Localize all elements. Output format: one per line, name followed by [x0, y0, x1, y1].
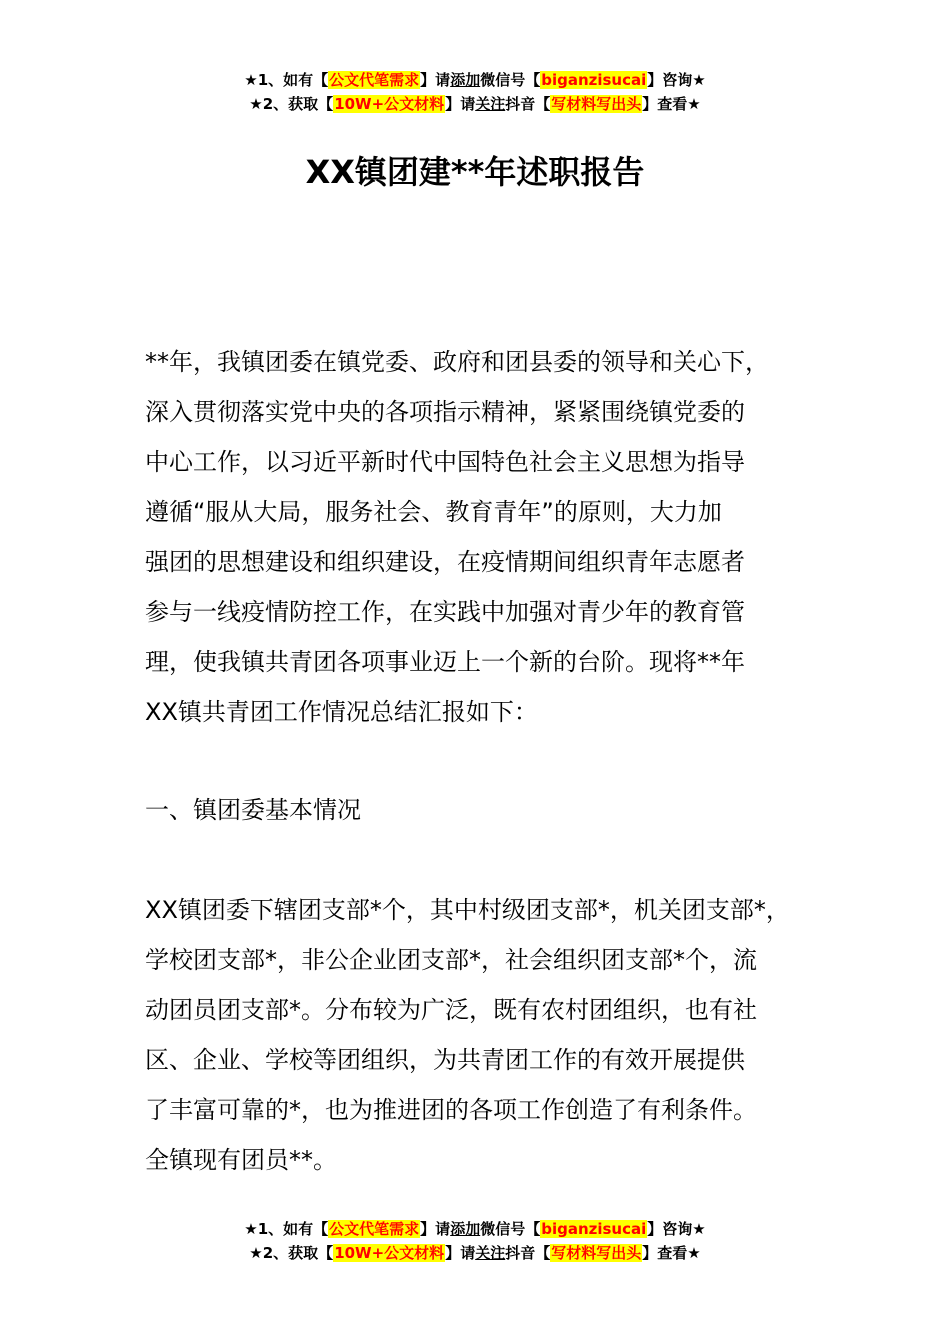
- document-title: XX镇团建**年述职报告: [305, 153, 645, 191]
- paragraph-line: 了丰富可靠的*，也为推进团的各项工作创造了有利条件。: [145, 1096, 757, 1124]
- paragraph-line: 中心工作，以习近平新时代中国特色社会主义思想为指导: [145, 448, 745, 476]
- promo-line-2: ★2、获取【10W+公文材料】请关注抖音【写材料写出头】查看★: [249, 1244, 701, 1262]
- paragraph-line: 参与一线疫情防控工作，在实践中加强对青少年的教育管: [145, 598, 745, 626]
- paragraph-line: 遵循“服从大局，服务社会、教育青年”的原则，大力加: [145, 498, 722, 526]
- highlight-service: 公文代笔需求: [329, 1220, 420, 1238]
- highlight-douyin-account: 写材料写出头: [551, 1244, 642, 1262]
- paragraph-line: 深入贯彻落实党中央的各项指示精神，紧紧围绕镇党委的: [145, 398, 745, 426]
- paragraph-line: XX镇团委下辖团支部*个，其中村级团支部*，机关团支部*，: [145, 896, 790, 924]
- highlight-douyin-account: 写材料写出头: [551, 95, 642, 113]
- highlight-wechat-id: biganzisucai: [541, 1220, 647, 1238]
- intro-paragraph: [145, 337, 835, 737]
- footer-promo-banner: [0, 1217, 950, 1265]
- promo-line-1: ★1、如有【公文代笔需求】请添加微信号【biganzisucai】咨询★: [244, 71, 706, 89]
- paragraph-line: 全镇现有团员**。: [145, 1146, 337, 1174]
- highlight-service: 公文代笔需求: [329, 71, 420, 89]
- highlight-materials: 10W+公文材料: [334, 95, 445, 113]
- section-heading: [145, 785, 835, 835]
- section-heading-text: 一、镇团委基本情况: [145, 796, 361, 824]
- header-promo-banner: [0, 68, 950, 116]
- paragraph-line: 动团员团支部*。分布较为广泛，既有农村团组织，也有社: [145, 996, 757, 1024]
- paragraph-line: 学校团支部*，非公企业团支部*，社会组织团支部*个，流: [145, 946, 757, 974]
- promo-line-2: ★2、获取【10W+公文材料】请关注抖音【写材料写出头】查看★: [249, 95, 701, 113]
- highlight-materials: 10W+公文材料: [334, 1244, 445, 1262]
- paragraph-line: **年，我镇团委在镇党委、政府和团县委的领导和关心下，: [145, 348, 769, 376]
- promo-line-1: ★1、如有【公文代笔需求】请添加微信号【biganzisucai】咨询★: [244, 1220, 706, 1238]
- paragraph-line: 强团的思想建设和组织建设，在疫情期间组织青年志愿者: [145, 548, 745, 576]
- basic-info-paragraph: [145, 885, 835, 1185]
- paragraph-line: 理，使我镇共青团各项事业迈上一个新的台阶。现将**年: [145, 648, 745, 676]
- paragraph-line: XX镇共青团工作情况总结汇报如下：: [145, 698, 538, 726]
- paragraph-line: 区、企业、学校等团组织，为共青团工作的有效开展提供: [145, 1046, 745, 1074]
- highlight-wechat-id: biganzisucai: [541, 71, 647, 89]
